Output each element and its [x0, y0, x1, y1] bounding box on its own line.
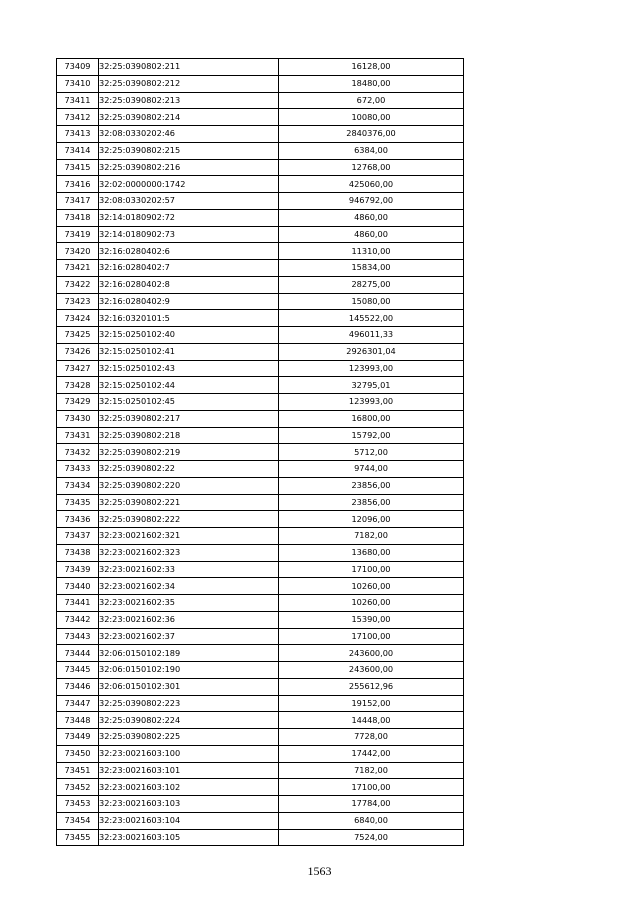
cadastral-number-cell: 32:02:0000000:1742	[99, 176, 279, 193]
cadastral-number-cell: 32:16:0280402:8	[99, 276, 279, 293]
row-id-cell: 73441	[57, 595, 99, 612]
row-id-cell: 73425	[57, 327, 99, 344]
table-row	[57, 628, 464, 645]
cadastral-number-cell: 32:25:0390802:222	[99, 511, 279, 528]
cadastral-number-cell: 32:25:0390802:224	[99, 712, 279, 729]
table-row	[57, 611, 464, 628]
table-row	[57, 561, 464, 578]
value-cell: 4860,00	[279, 209, 464, 226]
table-row	[57, 662, 464, 679]
value-cell: 17442,00	[279, 745, 464, 762]
row-id-cell: 73444	[57, 645, 99, 662]
row-id-cell: 73416	[57, 176, 99, 193]
table-row	[57, 394, 464, 411]
value-cell: 7182,00	[279, 762, 464, 779]
cadastral-number-cell: 32:25:0390802:220	[99, 477, 279, 494]
row-id-cell: 73450	[57, 745, 99, 762]
value-cell: 7728,00	[279, 729, 464, 746]
value-cell: 10260,00	[279, 578, 464, 595]
value-cell: 15390,00	[279, 611, 464, 628]
row-id-cell: 73435	[57, 494, 99, 511]
value-cell: 255612,96	[279, 678, 464, 695]
row-id-cell: 73421	[57, 260, 99, 277]
row-id-cell: 73452	[57, 779, 99, 796]
table-row	[57, 427, 464, 444]
row-id-cell: 73453	[57, 796, 99, 813]
row-id-cell: 73438	[57, 544, 99, 561]
row-id-cell: 73449	[57, 729, 99, 746]
cadastral-number-cell: 32:16:0280402:9	[99, 293, 279, 310]
table-row	[57, 461, 464, 478]
value-cell: 17100,00	[279, 561, 464, 578]
cadastral-number-cell: 32:15:0250102:41	[99, 343, 279, 360]
table-row	[57, 293, 464, 310]
cadastral-number-cell: 32:25:0390802:211	[99, 59, 279, 76]
value-cell: 14448,00	[279, 712, 464, 729]
value-cell: 15080,00	[279, 293, 464, 310]
table-row	[57, 126, 464, 143]
cadastral-number-cell: 32:23:0021602:321	[99, 528, 279, 545]
cadastral-number-cell: 32:14:0180902:73	[99, 226, 279, 243]
value-cell: 18480,00	[279, 75, 464, 92]
cadastral-number-cell: 32:06:0150102:301	[99, 678, 279, 695]
row-id-cell: 73439	[57, 561, 99, 578]
table-row	[57, 176, 464, 193]
cadastral-number-cell: 32:08:0330202:46	[99, 126, 279, 143]
row-id-cell: 73433	[57, 461, 99, 478]
cadastral-number-cell: 32:23:0021602:323	[99, 544, 279, 561]
table-row	[57, 142, 464, 159]
row-id-cell: 73414	[57, 142, 99, 159]
cadastral-number-cell: 32:23:0021603:100	[99, 745, 279, 762]
value-cell: 7182,00	[279, 528, 464, 545]
cadastral-number-cell: 32:23:0021603:103	[99, 796, 279, 813]
table-row	[57, 678, 464, 695]
row-id-cell: 73429	[57, 394, 99, 411]
cadastral-number-cell: 32:23:0021602:37	[99, 628, 279, 645]
cadastral-number-cell: 32:15:0250102:44	[99, 377, 279, 394]
table-row	[57, 729, 464, 746]
cadastral-number-cell: 32:06:0150102:190	[99, 662, 279, 679]
table-row	[57, 712, 464, 729]
table-row	[57, 595, 464, 612]
row-id-cell: 73455	[57, 829, 99, 846]
row-id-cell: 73413	[57, 126, 99, 143]
table-row	[57, 343, 464, 360]
value-cell: 243600,00	[279, 662, 464, 679]
table-row	[57, 159, 464, 176]
cadastral-number-cell: 32:16:0280402:6	[99, 243, 279, 260]
value-cell: 9744,00	[279, 461, 464, 478]
cadastral-number-cell: 32:25:0390802:216	[99, 159, 279, 176]
table-row	[57, 109, 464, 126]
cadastral-number-cell: 32:15:0250102:45	[99, 394, 279, 411]
row-id-cell: 73418	[57, 209, 99, 226]
table-row	[57, 360, 464, 377]
value-cell: 23856,00	[279, 477, 464, 494]
row-id-cell: 73423	[57, 293, 99, 310]
value-cell: 10080,00	[279, 109, 464, 126]
table-row	[57, 812, 464, 829]
cadastral-number-cell: 32:25:0390802:22	[99, 461, 279, 478]
cadastral-number-cell: 32:15:0250102:43	[99, 360, 279, 377]
row-id-cell: 73420	[57, 243, 99, 260]
row-id-cell: 73434	[57, 477, 99, 494]
table-row	[57, 75, 464, 92]
cadastral-number-cell: 32:25:0390802:221	[99, 494, 279, 511]
row-id-cell: 73448	[57, 712, 99, 729]
row-id-cell: 73422	[57, 276, 99, 293]
cadastral-number-cell: 32:23:0021602:35	[99, 595, 279, 612]
page-number: 1563	[307, 864, 332, 878]
table-row	[57, 544, 464, 561]
table-row	[57, 578, 464, 595]
value-cell: 13680,00	[279, 544, 464, 561]
value-cell: 11310,00	[279, 243, 464, 260]
value-cell: 28275,00	[279, 276, 464, 293]
value-cell: 2840376,00	[279, 126, 464, 143]
value-cell: 4860,00	[279, 226, 464, 243]
table-row	[57, 745, 464, 762]
table-row	[57, 260, 464, 277]
row-id-cell: 73426	[57, 343, 99, 360]
table-row	[57, 327, 464, 344]
value-cell: 672,00	[279, 92, 464, 109]
row-id-cell: 73454	[57, 812, 99, 829]
table-body	[57, 59, 464, 846]
value-cell: 5712,00	[279, 444, 464, 461]
table-row	[57, 92, 464, 109]
value-cell: 17100,00	[279, 779, 464, 796]
cadastral-number-cell: 32:25:0390802:218	[99, 427, 279, 444]
row-id-cell: 73427	[57, 360, 99, 377]
table-row	[57, 410, 464, 427]
row-id-cell: 73440	[57, 578, 99, 595]
table-row	[57, 377, 464, 394]
value-cell: 123993,00	[279, 394, 464, 411]
row-id-cell: 73446	[57, 678, 99, 695]
cadastral-number-cell: 32:25:0390802:217	[99, 410, 279, 427]
cadastral-number-cell: 32:23:0021603:105	[99, 829, 279, 846]
value-cell: 425060,00	[279, 176, 464, 193]
table-row	[57, 511, 464, 528]
cadastral-number-cell: 32:23:0021602:34	[99, 578, 279, 595]
row-id-cell: 73424	[57, 310, 99, 327]
table-row	[57, 494, 464, 511]
value-cell: 12096,00	[279, 511, 464, 528]
table-row	[57, 779, 464, 796]
row-id-cell: 73412	[57, 109, 99, 126]
table-row	[57, 796, 464, 813]
cadastral-number-cell: 32:14:0180902:72	[99, 209, 279, 226]
row-id-cell: 73417	[57, 193, 99, 210]
table-row	[57, 829, 464, 846]
cadastral-number-cell: 32:23:0021603:104	[99, 812, 279, 829]
table-row	[57, 310, 464, 327]
cadastral-number-cell: 32:25:0390802:219	[99, 444, 279, 461]
row-id-cell: 73436	[57, 511, 99, 528]
table-row	[57, 477, 464, 494]
value-cell: 16128,00	[279, 59, 464, 76]
value-cell: 6384,00	[279, 142, 464, 159]
row-id-cell: 73443	[57, 628, 99, 645]
value-cell: 23856,00	[279, 494, 464, 511]
table-row	[57, 59, 464, 76]
cadastral-number-cell: 32:08:0330202:57	[99, 193, 279, 210]
cadastral-number-cell: 32:23:0021602:33	[99, 561, 279, 578]
table-row	[57, 695, 464, 712]
row-id-cell: 73415	[57, 159, 99, 176]
table-row	[57, 209, 464, 226]
cadastral-number-cell: 32:16:0320101:5	[99, 310, 279, 327]
value-cell: 2926301,04	[279, 343, 464, 360]
row-id-cell: 73409	[57, 59, 99, 76]
cadastral-number-cell: 32:25:0390802:225	[99, 729, 279, 746]
table-row	[57, 243, 464, 260]
cadastral-number-cell: 32:23:0021602:36	[99, 611, 279, 628]
row-id-cell: 73419	[57, 226, 99, 243]
value-cell: 12768,00	[279, 159, 464, 176]
cadastral-number-cell: 32:15:0250102:40	[99, 327, 279, 344]
value-cell: 32795,01	[279, 377, 464, 394]
row-id-cell: 73432	[57, 444, 99, 461]
value-cell: 123993,00	[279, 360, 464, 377]
cadastral-value-table	[56, 58, 464, 846]
cadastral-number-cell: 32:23:0021603:101	[99, 762, 279, 779]
row-id-cell: 73447	[57, 695, 99, 712]
cadastral-number-cell: 32:25:0390802:223	[99, 695, 279, 712]
row-id-cell: 73442	[57, 611, 99, 628]
value-cell: 946792,00	[279, 193, 464, 210]
value-cell: 19152,00	[279, 695, 464, 712]
cadastral-number-cell: 32:16:0280402:7	[99, 260, 279, 277]
row-id-cell: 73445	[57, 662, 99, 679]
value-cell: 7524,00	[279, 829, 464, 846]
table-row	[57, 226, 464, 243]
value-cell: 243600,00	[279, 645, 464, 662]
table-row	[57, 528, 464, 545]
cadastral-number-cell: 32:23:0021603:102	[99, 779, 279, 796]
value-cell: 496011,33	[279, 327, 464, 344]
value-cell: 6840,00	[279, 812, 464, 829]
table-row	[57, 276, 464, 293]
row-id-cell: 73428	[57, 377, 99, 394]
table-row	[57, 762, 464, 779]
cadastral-number-cell: 32:06:0150102:189	[99, 645, 279, 662]
value-cell: 145522,00	[279, 310, 464, 327]
row-id-cell: 73410	[57, 75, 99, 92]
value-cell: 15792,00	[279, 427, 464, 444]
cadastral-number-cell: 32:25:0390802:214	[99, 109, 279, 126]
row-id-cell: 73451	[57, 762, 99, 779]
table-row	[57, 444, 464, 461]
value-cell: 16800,00	[279, 410, 464, 427]
cadastral-number-cell: 32:25:0390802:212	[99, 75, 279, 92]
value-cell: 15834,00	[279, 260, 464, 277]
row-id-cell: 73430	[57, 410, 99, 427]
row-id-cell: 73437	[57, 528, 99, 545]
table-row	[57, 645, 464, 662]
table-row	[57, 193, 464, 210]
row-id-cell: 73431	[57, 427, 99, 444]
cadastral-number-cell: 32:25:0390802:213	[99, 92, 279, 109]
row-id-cell: 73411	[57, 92, 99, 109]
value-cell: 17784,00	[279, 796, 464, 813]
value-cell: 17100,00	[279, 628, 464, 645]
value-cell: 10260,00	[279, 595, 464, 612]
cadastral-number-cell: 32:25:0390802:215	[99, 142, 279, 159]
